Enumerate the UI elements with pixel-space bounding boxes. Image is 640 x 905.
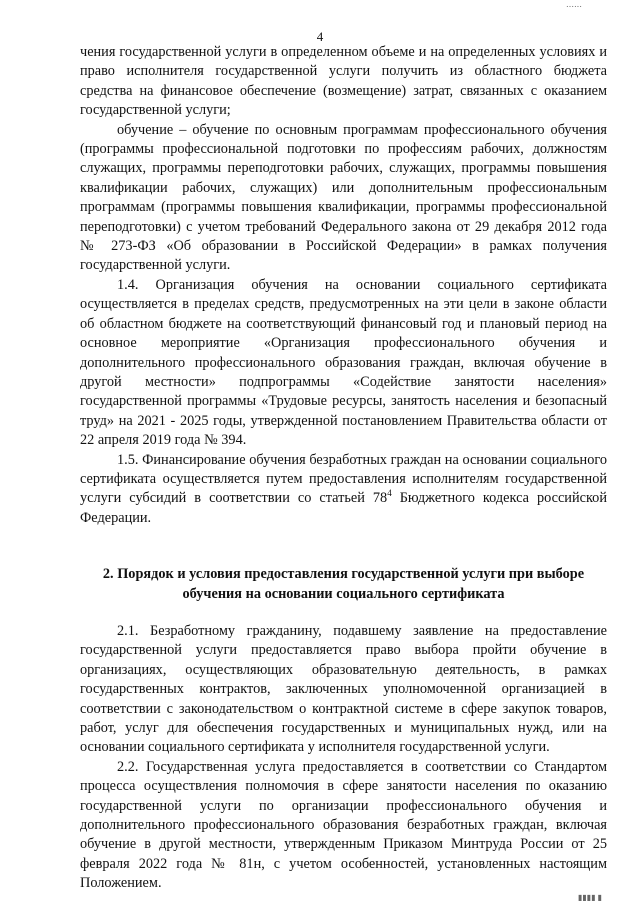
- paragraph-definition-training: обучение – обучение по основным программам профессионального обучения (программы профессиональной подготовки по профессиям рабочих, должностям служащих, программы переподготовки рабочих, служащих, программы повышения квалификации рабочих, служащих) или дополнительным профессиональным программам (программы повышения квалификации, программы профессиональной переподготовки) с учетом требований Федерального закона от 29 декабря 2012 года № 273-ФЗ «Об образовании в Российской Федерации» в рамках получения государственной услуги.: [80, 121, 607, 274]
- article-superscript: 4: [387, 488, 392, 499]
- paragraph-2-2: 2.2. Государственная услуга предоставляется в соответствии со Стандартом процесса осуществления полномочия в сфере занятости населения по оказанию государственной услуги по организации профессионального обучения и дополнительного профессионального образования безработных граждан, включая обучение в другой местности, утвержденным Приказом Минтруда России от 25 февраля 2022 года № 81н, с учетом особенностей, установленных настоящим Положением.: [80, 758, 607, 892]
- paragraph-1-5: [80, 451, 607, 529]
- document-body: [80, 43, 607, 894]
- scan-mark-bottom: ▮▮▮▮ ▮: [578, 893, 603, 902]
- paragraph-1-4: 1.4. Организация обучения на основании социального сертификата осуществляется в пределах средств, предусмотренных на эти цели в законе области об областном бюджете на соответствующий финансовый год и плановый период на основное мероприятие «Организация профессионального обучения и дополнительного профессионального образования граждан, включая обучение в другой местности» подпрограммы «Содействие занятости населения» государственной программы «Трудовые ресурсы, занятость населения и безопасный труд» на 2021 - 2025 годы, утвержденной постановлением Правительства области от 22 апреля 2019 года № 394.: [80, 276, 607, 449]
- paragraph-continuation: чения государственной услуги в определенном объеме и на определенных условиях и право исполнителя государственной услуги получить из областного бюджета средства на финансовое обеспечение (возмещение) затрат, связанных с оказанием государственной услуги;: [80, 44, 607, 119]
- scan-mark-top: ‥‥‥: [566, 0, 583, 9]
- page-number: 4: [316, 29, 324, 44]
- paragraph-2-1: 2.1. Безработному гражданину, подавшему заявление на предоставление государственной услуги предоставляется право выбора пройти обучение в организациях, осуществляющих образовательную деятельность, в рамках государственных контрактов, заключенных уполномоченной организацией в соответствии с законодательством о контрактной системе в сфере закупок товаров, работ, услуг для обеспечения государственных и муниципальных нужд, или на основании социального сертификата у исполнителя государственной услуги.: [80, 622, 607, 756]
- paragraph-1-5-tail: Бюджетного кодекса российской Федерации.: [80, 490, 607, 526]
- paragraph-1-5-text: 1.5. Финансирование обучения безработных граждан на основании социального сертификата осуществляется путем предоставления исполнителям государственной услуги субсидий в соответствии со статьей 78: [80, 451, 607, 507]
- section-heading: 2. Порядок и условия предоставления государственной услуги при выборе обучения на основании социального сертификата: [102, 566, 585, 602]
